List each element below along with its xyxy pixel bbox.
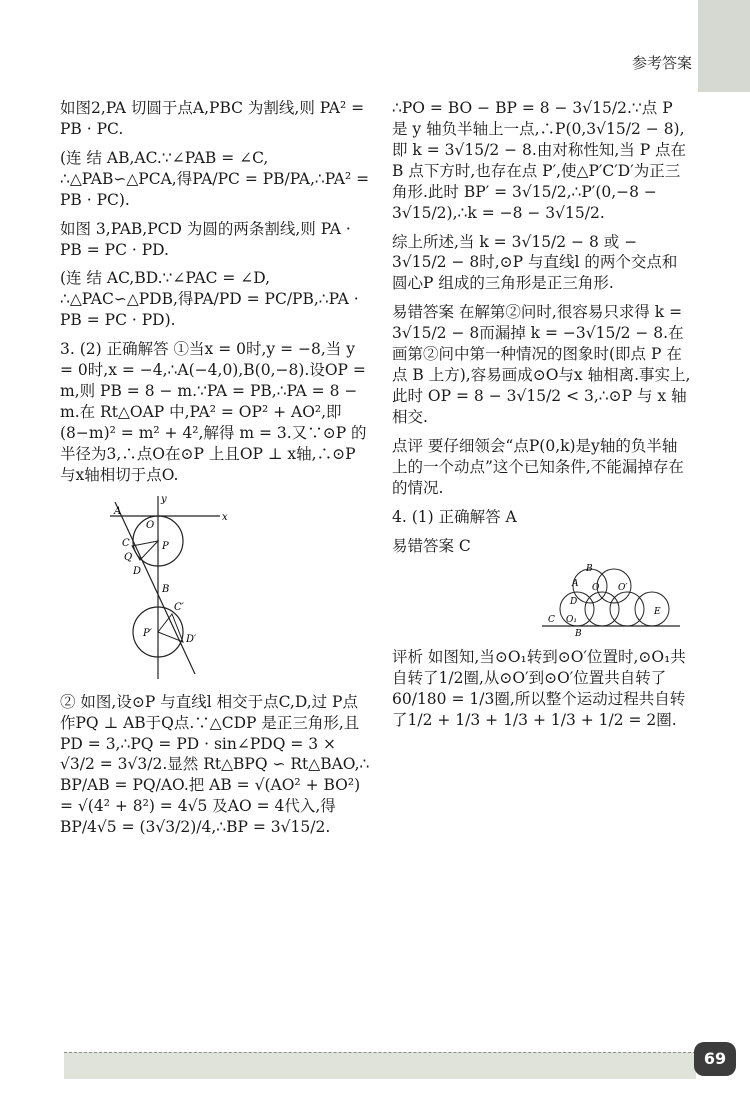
point-label-e: E (654, 607, 661, 618)
left-column (60, 98, 370, 846)
footer-band (64, 1052, 696, 1079)
point-label-c: C (548, 615, 555, 626)
text-block: ∴PO = BO − BP = 8 − 3√15/2.∵点 P 是 y 轴负半轴上一点,∴P(0,3√15/2 − 8),即 k = 3√15/2 − 8.由对称性知,当 P 点在B 点下方时,也存在点 P′,使△P′C′D′为正三角形.此时 BP′ = 3√15/2,∴P′(0,−8 − 3√15/2),∴k = −8 − 3√15/2. (392, 99, 687, 222)
point-label-a: A (572, 579, 579, 590)
text-block: 3. (2) 正确解答 ①当x = 0时,y = −8,当 y = 0时,x = −4,∴A(−4,0),B(0,−8).设OP = m,则 PB = 8 − m.∵PA = PB,∴PA = 8 − m.在 Rt△OAP 中,PA² = OP² + AO²,即(8−m)² = m² + 4²,解得 m = 3.又∵⊙P 的半径为3,∴点O在⊙P 上且OP ⊥ x轴,∴⊙P与x轴相切于点O. (60, 340, 367, 484)
text-block: 如图 3,PAB,PCD 为圆的两条割线,则 PA · PB = PC · PD. (60, 219, 351, 259)
point-label-b: B (586, 564, 593, 575)
rolling-circles-diagram (542, 564, 682, 639)
text-block: 易错答案 在解第②问时,很容易只求得 k = 3√15/2 − 8而漏掉 k = −3√15/2 − 8.在画第②问中第一种情况的图象时(即点 P 在点 B 上方),容易画成⊙O与x 轴相离.事实上,此时 OP = 8 − 3√15/2 < 3,∴⊙P 与 x 轴相交. (392, 303, 691, 426)
text-block: 综上所述,当 k = 3√15/2 − 8 或 − 3√15/2 − 8时,⊙P 与直线l 的两个交点和圆心P 组成的三角形是正三角形. (392, 232, 678, 293)
header-tab (698, 0, 750, 92)
header-label: 参考答案 (631, 54, 692, 72)
text-block: 4. (1) 正确解答 A (392, 507, 517, 526)
text-block: 易错答案 C (392, 536, 471, 555)
point-label-o1: O₁ (566, 615, 577, 626)
point-label-d: D (133, 565, 142, 577)
point-label-c: C (122, 537, 130, 549)
point-label-c-prime: C′ (174, 601, 184, 613)
text-block: (连 结 AC,BD.∵∠PAC = ∠D, ∴△PAC∽△PDB,得PA/PD = PC/PB,∴PA · PB = PC · PD). (60, 269, 359, 330)
point-label-d: D (570, 597, 578, 608)
point-label-b-bottom: B (575, 629, 582, 640)
point-label-q: Q (124, 551, 133, 563)
circle-tangent-diagram (100, 494, 250, 684)
point-label-p: P (162, 540, 169, 552)
point-label-o-prime: O′ (618, 583, 628, 594)
text-block: 如图2,PA 切圆于点A,PBC 为割线,则 PA² = PB · PC. (60, 99, 365, 138)
axis-label-y: y (161, 493, 167, 505)
text-block: 点评 要仔细领会“点P(0,k)是y轴的负半轴上的一个动点”这个已知条件,不能漏掉存在的情况. (392, 436, 684, 497)
right-column (392, 98, 692, 739)
axis-label-x: x (222, 511, 228, 523)
point-label-d-prime: D′ (186, 633, 197, 645)
point-label-p-prime: P′ (143, 627, 152, 639)
text-block: (连 结 AB,AC.∵∠PAB = ∠C, ∴△PAB∽△PCA,得PA/PC = PB/PA,∴PA² = PB · PC). (60, 148, 370, 209)
point-label-o: O (592, 583, 600, 594)
point-label-o: O (146, 519, 155, 531)
point-label-a: A (114, 505, 122, 517)
text-block: 评析 如图知,当⊙O₁转到⊙O′位置时,⊙O₁共自转了1/2圈,从⊙O′到⊙O′位置共自转了60/180 = 1/3圈,所以整个运动过程共自转了1/2 + 1/3 + 1/3 + 1/3 + 1/2 = 2圈. (392, 648, 686, 730)
point-label-b: B (162, 583, 170, 595)
text-block: ② 如图,设⊙P 与直线l 相交于点C,D,过 P点作PQ ⊥ AB于Q点.∵△CDP 是正三角形,且 PD = 3,∴PQ = PD · sin∠PDQ = 3 × √3/2 = 3√3/2.显然 Rt△BPQ ∽ Rt△BAO,∴ BP/AB = PQ/AO.把 AB = √(AO² + BO²) = √(4² + 8²) = 4√5 及AO = 4代入,得 BP/4√5 = (3√3/2)/4,∴BP = 3√15/2. (60, 692, 370, 837)
page-number: 69 (694, 1042, 736, 1076)
